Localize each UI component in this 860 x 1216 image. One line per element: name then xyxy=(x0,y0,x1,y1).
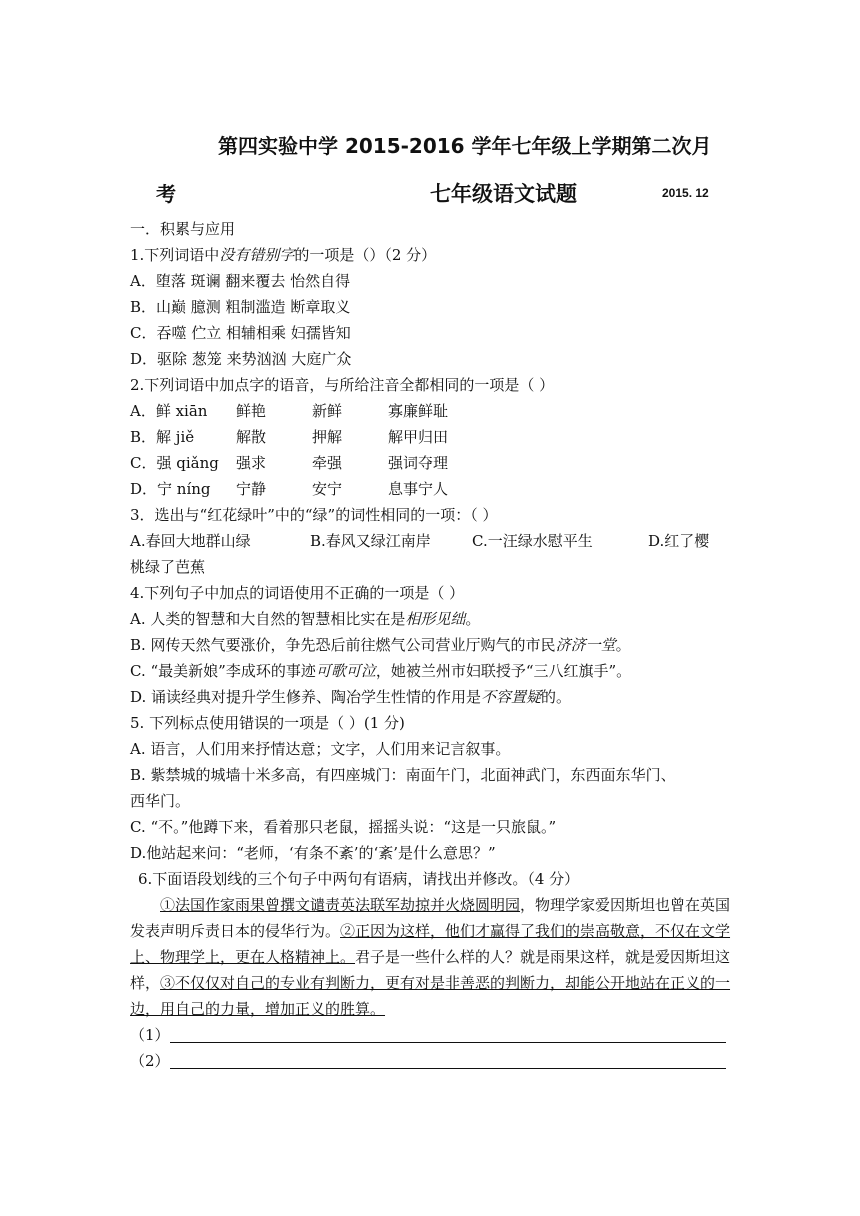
q4-option-c xyxy=(130,658,734,684)
q3-option-c: C.一汪绿水慰平生 xyxy=(472,532,593,550)
exam-title-line1: 第四实验中学 2015-2016 学年七年级上学期第二次月 xyxy=(218,134,712,158)
q4-stem: 4.下列句子中加点的词语使用不正确的一项是（ ） xyxy=(130,584,465,602)
q6-stem: 6.下面语段划线的三个句子中两句有语病，请找出并修改。（4 分） xyxy=(138,870,580,888)
q6-answer-1-label: （1） xyxy=(130,1026,170,1044)
q2-option-d xyxy=(130,476,734,502)
q4-a-emph: 相形见绌 xyxy=(405,610,466,628)
exam-title-line2-start: 考 xyxy=(156,182,176,206)
exam-date: 2015. 12 xyxy=(662,186,709,200)
q6-answer-1 xyxy=(130,1022,734,1048)
q2-d-w3: 息事宁人 xyxy=(388,480,449,498)
q1-option-a: A．堕落 斑谰 翻来覆去 怡然自得 xyxy=(130,272,351,290)
q5-option-a: A. 语言，人们用来抒情达意；文字，人们用来记言叙事。 xyxy=(130,740,511,758)
q2-a-w2: 新鲜 xyxy=(312,402,343,420)
q5-option-d: D.他站起来问：“老师，‘有条不紊’的‘紊’是什么意思？” xyxy=(130,844,496,862)
q2-option-a xyxy=(130,398,734,424)
q6-sentence-3: ③不仅仅对自己的专业有判断力，更有对是非善恶的判断力，却能公开地站在正义的一边，用自己的力量，增加正义的胜算。 xyxy=(130,974,731,1018)
q4-b-pre: B. 网传天然气要涨价，争先恐后前往燃气公司营业厅购气的市民 xyxy=(130,636,556,654)
q4-c-post: ，她被兰州市妇联授予“三八红旗手”。 xyxy=(375,662,632,680)
q2-d-target: D．宁 níng xyxy=(130,480,211,498)
q6-text-2: 君子是一些什么样的人？就是雨果这样，就是爱因斯坦这样， xyxy=(130,948,731,992)
q3-continuation: 桃绿了芭蕉 xyxy=(130,558,206,576)
q2-stem: 2.下列词语中加点字的语音，与所给注音全都相同的一项是（ ） xyxy=(130,376,555,394)
q4-d-pre: D. 诵读经典对提升学生修养、陶冶学生性情的作用是 xyxy=(130,688,482,706)
q4-option-a xyxy=(130,606,734,632)
q2-c-target: C．强 qiǎng xyxy=(130,454,219,472)
q2-option-c xyxy=(130,450,734,476)
q2-option-b xyxy=(130,424,734,450)
q2-c-w3: 强词夺理 xyxy=(388,454,449,472)
section-heading: 一．积累与应用 xyxy=(130,220,236,238)
q4-a-post: 。 xyxy=(465,610,481,628)
q2-a-w3: 寡廉鲜耻 xyxy=(388,402,449,420)
q1-emphasis: 没有错别字 xyxy=(219,246,295,264)
q4-c-emph: 可歌可泣 xyxy=(315,662,376,680)
q2-a-target: A．鲜 xiān xyxy=(130,402,208,420)
q2-b-w2: 押解 xyxy=(312,428,343,446)
q6-text-1: ，物理学家爱因斯坦也曾在英国发表声明斥责日本的侵华行为。 xyxy=(130,896,731,940)
q2-b-w1: 解散 xyxy=(236,428,267,446)
q4-c-pre: C. “最美新娘”李成环的事迹 xyxy=(130,662,316,680)
q5-stem: 5. 下列标点使用错误的一项是（ ）(1 分) xyxy=(130,714,405,732)
q3-option-d: D.红了樱 xyxy=(648,532,710,550)
q2-b-w3: 解甲归田 xyxy=(388,428,449,446)
q5-option-c: C. “不。”他蹲下来，看着那只老鼠，摇摇头说：“这是一只旅鼠。” xyxy=(130,818,557,836)
q1-prefix: 1.下列词语中 xyxy=(130,246,220,264)
q6-answer-2-label: （2） xyxy=(130,1052,170,1070)
q4-d-emph: 不容置疑 xyxy=(481,688,542,706)
q4-b-emph: 济济一堂 xyxy=(555,636,616,654)
q6-answer-2 xyxy=(130,1048,734,1074)
q6-answer-1-blank[interactable] xyxy=(170,1024,726,1043)
q2-d-w1: 宁静 xyxy=(236,480,267,498)
q6-sentence-2: ②正因为这样，他们才赢得了我们的崇高敬意，不仅在文学上、物理学上，更在人格精神上。 xyxy=(130,922,731,966)
q1-option-b: B．山巅 臆测 粗制滥造 断章取义 xyxy=(130,298,351,316)
q4-b-post: 。 xyxy=(615,636,631,654)
q3-options xyxy=(130,528,734,554)
q4-d-post: 的。 xyxy=(541,688,572,706)
q4-a-pre: A. 人类的智慧和大自然的智慧相比实在是 xyxy=(130,610,406,628)
q3-stem: 3．选出与“红花绿叶”中的“绿”的词性相同的一项：（ ） xyxy=(130,506,498,524)
q3-option-a: A.春回大地群山绿 xyxy=(130,532,251,550)
q1-option-c: C．吞噬 伫立 相辅相乘 妇孺皆知 xyxy=(130,324,351,342)
q4-option-b xyxy=(130,632,734,658)
q5-option-b-cont: 西华门。 xyxy=(130,792,191,810)
q6-sentence-1: ①法国作家雨果曾撰文谴责英法联军劫掠并火烧圆明园 xyxy=(160,896,521,914)
exam-body xyxy=(130,216,734,1074)
q2-c-w1: 强求 xyxy=(236,454,267,472)
q2-d-w2: 安宁 xyxy=(312,480,343,498)
q3-option-b: B.春风又绿江南岸 xyxy=(310,532,431,550)
q5-option-b: B. 紫禁城的城墙十米多高，有四座城门：南面午门，北面神武门，东西面东华门、 xyxy=(130,766,676,784)
q1-stem xyxy=(130,242,734,268)
q6-answer-2-blank[interactable] xyxy=(170,1050,726,1069)
q2-c-w2: 牵强 xyxy=(312,454,343,472)
q2-a-w1: 鲜艳 xyxy=(236,402,267,420)
q2-b-target: B．解 jiě xyxy=(130,428,195,446)
exam-subject-title: 七年级语文试题 xyxy=(430,182,577,206)
q1-option-d: D．驱除 葱笼 来势汹汹 大庭广众 xyxy=(130,350,352,368)
q1-suffix: 的一项是（）（2 分） xyxy=(294,246,437,264)
q4-option-d xyxy=(130,684,734,710)
q6-passage xyxy=(130,892,734,1022)
